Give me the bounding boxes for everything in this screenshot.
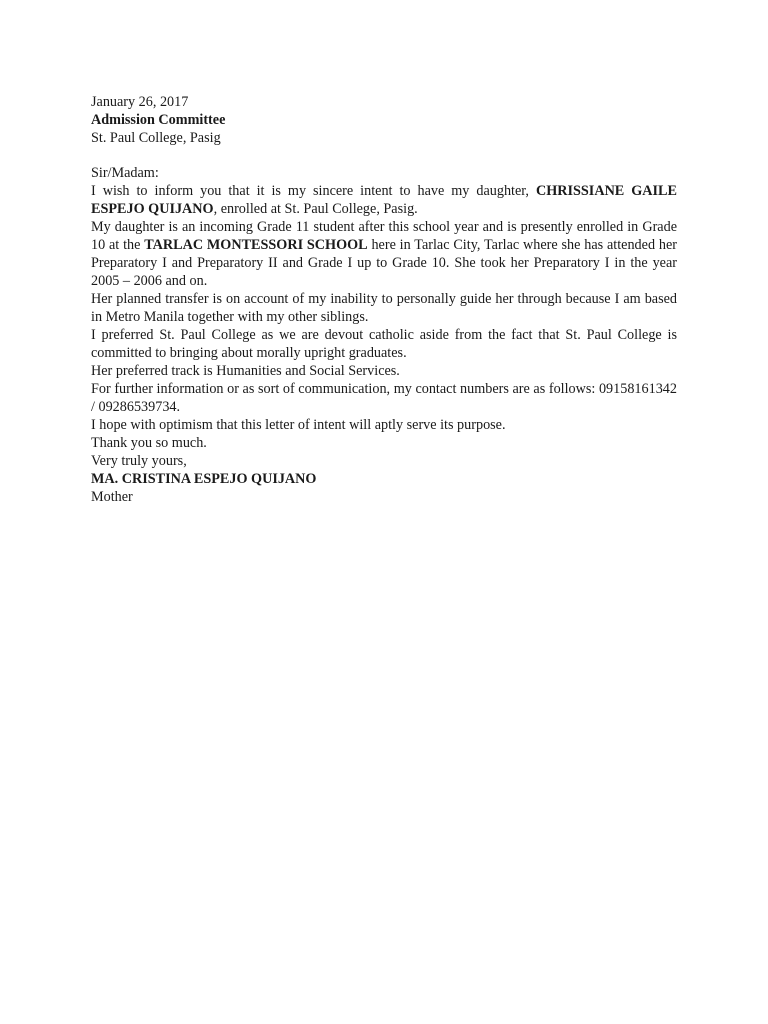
signature-title: Mother — [91, 489, 133, 505]
paragraph-intent-text-1: I wish to inform you that it is my sincere intent to have my daughter, — [91, 183, 536, 199]
recipient-org: Admission Committee — [91, 112, 226, 128]
paragraph-background-text-1: My daughter is an incoming Grade 11 student after this school year and is presently enrolled in Grade 10 at the — [91, 219, 677, 253]
letter-body — [91, 93, 677, 506]
signature-name: MA. CRISTINA ESPEJO QUIJANO — [91, 471, 317, 487]
paragraph-intent — [91, 182, 677, 218]
paragraph-purpose: I hope with optimism that this letter of intent will aptly serve its purpose. — [91, 417, 506, 433]
letter-date: January 26, 2017 — [91, 94, 189, 110]
recipient-block — [91, 111, 677, 147]
salutation: Sir/Madam: — [91, 165, 159, 181]
paragraph-background-text-2: here in Tarlac City, Tarlac where she has attended her Preparatory I and Preparatory II and Grade I up to Grade 10. She took her Preparatory I in the year 2005 – 2006 and on. — [91, 237, 677, 289]
current-school-name: TARLAC MONTESSORI SCHOOL — [144, 237, 368, 253]
paragraph-transfer-reason: Her planned transfer is on account of my inability to personally guide her through because I am based in Metro Manila together with my other siblings. — [91, 291, 677, 325]
paragraph-background — [91, 218, 677, 290]
paragraph-intent-text-2: , enrolled at St. Paul College, Pasig. — [213, 201, 418, 217]
paragraph-contact: For further information or as sort of communication, my contact numbers are as follows: 09158161342 / 09286539734. — [91, 381, 677, 415]
recipient-school: St. Paul College, Pasig — [91, 130, 221, 146]
paragraph-track: Her preferred track is Humanities and Social Services. — [91, 363, 400, 379]
paragraph-school-preference: I preferred St. Paul College as we are devout catholic aside from the fact that St. Paul College is committed to bringing about morally upright graduates. — [91, 327, 677, 361]
thank-you-line: Thank you so much. — [91, 435, 207, 451]
closing-line: Very truly yours, — [91, 453, 187, 469]
daughter-name: CHRISSIANE GAILE ESPEJO QUIJANO — [91, 183, 677, 217]
